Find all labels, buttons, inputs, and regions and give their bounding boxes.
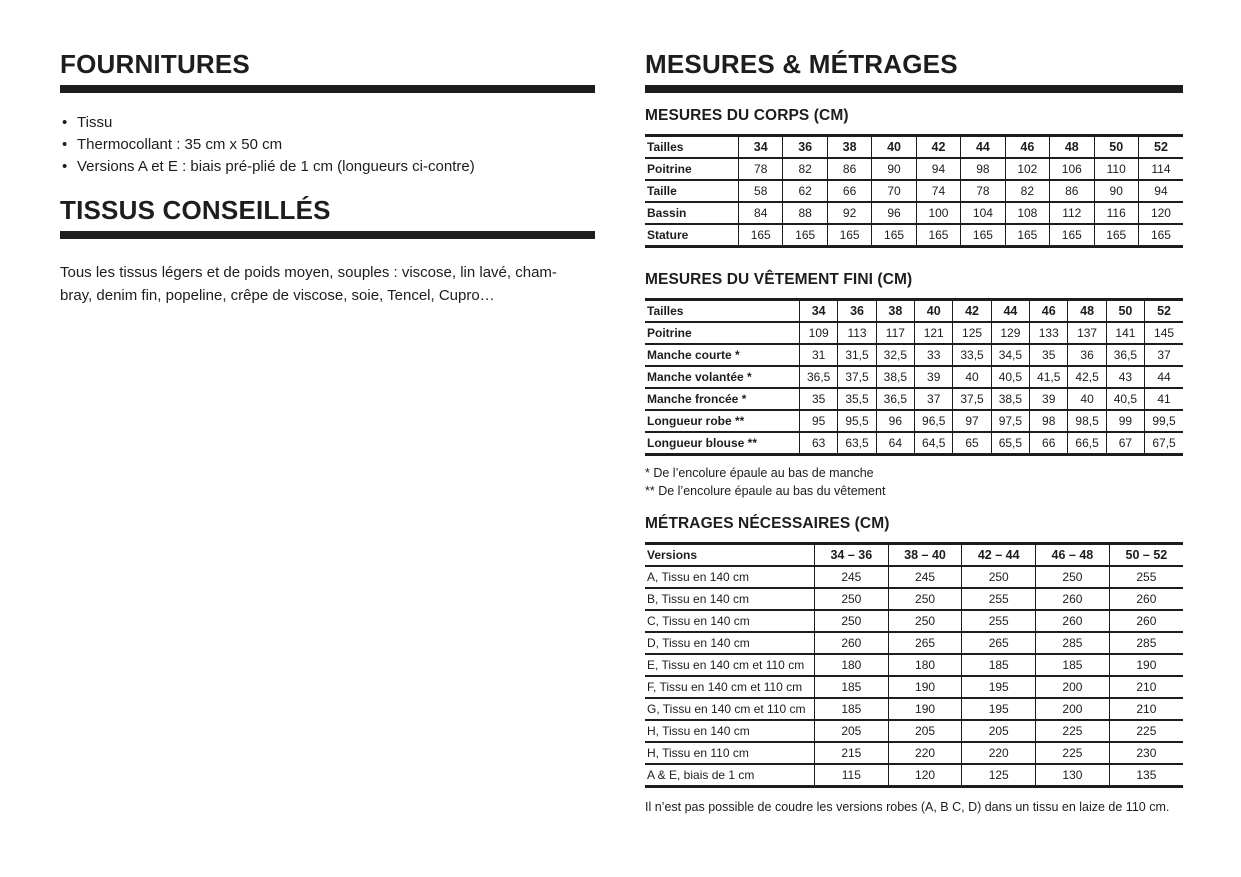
table-cell: 97,5 [991, 410, 1029, 432]
table-cell: 260 [1036, 588, 1110, 610]
table-column-header: 40 [872, 136, 916, 159]
table-cell: 260 [815, 632, 889, 654]
fabric-width-note: Il n’est pas possible de coudre les versions robes (A, B C, D) dans un tissu en laize de 110 cm. [645, 800, 1170, 814]
supplies-item-biais: • Versions A et E : biais pré-plié de 1 cm (longueurs ci-contre) [60, 156, 595, 178]
table-column-header: 52 [1138, 136, 1183, 159]
table-cell: 66 [827, 180, 871, 202]
table-cell: 39 [915, 366, 953, 388]
table-cell: 78 [739, 158, 783, 180]
table-cell: 190 [888, 698, 962, 720]
table-row [645, 610, 1183, 632]
table-row-label: Manche froncée * [645, 388, 800, 410]
table-row-label: H, Tissu en 110 cm [645, 742, 815, 764]
table-cell: 200 [1036, 698, 1110, 720]
subheading-mesures-vetement-fini: MESURES DU VÊTEMENT FINI (CM) [645, 271, 913, 288]
table-cell: 109 [800, 322, 838, 344]
table-cell: 120 [888, 764, 962, 787]
yardage-table [645, 542, 1183, 788]
table-row [645, 654, 1183, 676]
table-cell: 88 [783, 202, 827, 224]
table-cell: 82 [1005, 180, 1049, 202]
table-cell: 86 [827, 158, 871, 180]
table-row-label: Longueur blouse ** [645, 432, 800, 455]
table-cell: 135 [1109, 764, 1183, 787]
table-cell: 250 [815, 610, 889, 632]
table-cell: 63,5 [838, 432, 876, 455]
table-row [645, 180, 1183, 202]
title-rule [60, 85, 595, 93]
table-cell: 130 [1036, 764, 1110, 787]
table-column-header: 36 [838, 300, 876, 323]
footnote-vetement: ** De l’encolure épaule au bas du vêtement [645, 484, 886, 498]
table-cell: 96 [872, 202, 916, 224]
table-cell: 36 [1068, 344, 1106, 366]
table-cell: 200 [1036, 676, 1110, 698]
table-cell: 116 [1094, 202, 1138, 224]
table-cell: 38,5 [991, 388, 1029, 410]
table-corner-label: Tailles [645, 136, 739, 159]
table-cell: 42,5 [1068, 366, 1106, 388]
table-cell: 114 [1138, 158, 1183, 180]
table-row [645, 322, 1183, 344]
table-cell: 86 [1050, 180, 1094, 202]
table-cell: 40 [1068, 388, 1106, 410]
table-row-label: Stature [645, 224, 739, 247]
table-row-label: Poitrine [645, 322, 800, 344]
table-cell: 100 [916, 202, 960, 224]
table-cell: 108 [1005, 202, 1049, 224]
table-column-header: 48 [1068, 300, 1106, 323]
table-cell: 66,5 [1068, 432, 1106, 455]
table-cell: 98 [961, 158, 1005, 180]
table-column-header: 50 [1106, 300, 1144, 323]
table-cell: 245 [815, 566, 889, 588]
table-cell: 38,5 [876, 366, 914, 388]
table-cell: 205 [962, 720, 1036, 742]
table-column-header: 50 – 52 [1109, 544, 1183, 567]
table-cell: 67 [1106, 432, 1144, 455]
table-column-header: 42 [916, 136, 960, 159]
table-cell: 165 [1050, 224, 1094, 247]
table-cell: 250 [888, 610, 962, 632]
table-row-label: B, Tissu en 140 cm [645, 588, 815, 610]
table-cell: 99,5 [1145, 410, 1183, 432]
table-cell: 285 [1109, 632, 1183, 654]
supplies-item-thermocollant: • Thermocollant : 35 cm x 50 cm [60, 134, 595, 156]
footnotes [645, 464, 1183, 500]
table-column-header: 38 [876, 300, 914, 323]
table-cell: 99 [1106, 410, 1144, 432]
table-cell: 195 [962, 676, 1036, 698]
table-column-header: 52 [1145, 300, 1183, 323]
table-column-header: 34 – 36 [815, 544, 889, 567]
table-cell: 95,5 [838, 410, 876, 432]
table-cell: 190 [888, 676, 962, 698]
table-cell: 110 [1094, 158, 1138, 180]
table-cell: 205 [888, 720, 962, 742]
table-cell: 220 [962, 742, 1036, 764]
table-cell: 255 [962, 610, 1036, 632]
table-row-label: Manche courte * [645, 344, 800, 366]
table-cell: 185 [962, 654, 1036, 676]
right-column [645, 49, 1183, 815]
table-cell: 96 [876, 410, 914, 432]
table-header-row [645, 544, 1183, 567]
table-cell: 102 [1005, 158, 1049, 180]
table-cell: 137 [1068, 322, 1106, 344]
table-cell: 74 [916, 180, 960, 202]
table-cell: 133 [1030, 322, 1068, 344]
table-cell: 37 [1145, 344, 1183, 366]
table-cell: 210 [1109, 676, 1183, 698]
table-cell: 205 [815, 720, 889, 742]
table-cell: 84 [739, 202, 783, 224]
table-header-row [645, 300, 1183, 323]
table-cell: 185 [1036, 654, 1110, 676]
table-cell: 225 [1036, 720, 1110, 742]
table-cell: 260 [1036, 610, 1110, 632]
table-cell: 165 [916, 224, 960, 247]
table-column-header: 40 [915, 300, 953, 323]
table-cell: 90 [872, 158, 916, 180]
table-row [645, 224, 1183, 247]
title-rule [60, 231, 595, 239]
footnote-manche: * De l’encolure épaule au bas de manche [645, 466, 874, 480]
table-row-label: Manche volantée * [645, 366, 800, 388]
table-column-header: 34 [739, 136, 783, 159]
table-row-label: C, Tissu en 140 cm [645, 610, 815, 632]
table-cell: 64,5 [915, 432, 953, 455]
table-cell: 250 [888, 588, 962, 610]
table-cell: 40,5 [991, 366, 1029, 388]
table-cell: 78 [961, 180, 1005, 202]
recommended-fabrics-paragraph [60, 261, 595, 307]
table-column-header: 50 [1094, 136, 1138, 159]
table-cell: 165 [1094, 224, 1138, 247]
supplies-list [60, 112, 595, 178]
finished-garment-table [645, 298, 1183, 456]
section-title-mesures-metrages: MESURES & MÉTRAGES [645, 49, 958, 79]
table-cell: 95 [800, 410, 838, 432]
table-cell: 40,5 [1106, 388, 1144, 410]
table-row-label: Taille [645, 180, 739, 202]
supplies-item-tissu: • Tissu [60, 112, 595, 134]
table-cell: 265 [962, 632, 1036, 654]
table-cell: 145 [1145, 322, 1183, 344]
table-cell: 125 [953, 322, 991, 344]
table-corner-label: Versions [645, 544, 815, 567]
title-rule [645, 85, 1183, 93]
table-cell: 180 [888, 654, 962, 676]
table-cell: 63 [800, 432, 838, 455]
table-column-header: 36 [783, 136, 827, 159]
table-cell: 37,5 [953, 388, 991, 410]
table-cell: 195 [962, 698, 1036, 720]
table-cell: 70 [872, 180, 916, 202]
table-cell: 215 [815, 742, 889, 764]
table-cell: 121 [915, 322, 953, 344]
table-row-label: G, Tissu en 140 cm et 110 cm [645, 698, 815, 720]
table-row-label: Bassin [645, 202, 739, 224]
table-cell: 37,5 [838, 366, 876, 388]
table-column-header: 42 – 44 [962, 544, 1036, 567]
table-cell: 115 [815, 764, 889, 787]
table-cell: 35 [800, 388, 838, 410]
table-column-header: 48 [1050, 136, 1094, 159]
paragraph-line: bray, denim fin, popeline, crêpe de viscose, soie, Tencel, Cupro… [60, 287, 495, 304]
table-cell: 225 [1036, 742, 1110, 764]
table-cell: 33 [915, 344, 953, 366]
table-cell: 33,5 [953, 344, 991, 366]
table-cell: 117 [876, 322, 914, 344]
table-cell: 125 [962, 764, 1036, 787]
table-cell: 94 [916, 158, 960, 180]
table-column-header: 34 [800, 300, 838, 323]
table-cell: 165 [961, 224, 1005, 247]
table-cell: 141 [1106, 322, 1144, 344]
left-column [60, 49, 595, 307]
table-column-header: 44 [991, 300, 1029, 323]
table-row [645, 344, 1183, 366]
table-cell: 265 [888, 632, 962, 654]
table-cell: 98 [1030, 410, 1068, 432]
table-cell: 36,5 [800, 366, 838, 388]
table-row [645, 158, 1183, 180]
table-row [645, 366, 1183, 388]
table-cell: 120 [1138, 202, 1183, 224]
table-cell: 190 [1109, 654, 1183, 676]
table-cell: 39 [1030, 388, 1068, 410]
table-column-header: 38 [827, 136, 871, 159]
table-cell: 31 [800, 344, 838, 366]
table-row-label: Longueur robe ** [645, 410, 800, 432]
table-row-label: E, Tissu en 140 cm et 110 cm [645, 654, 815, 676]
table-column-header: 44 [961, 136, 1005, 159]
table-column-header: 42 [953, 300, 991, 323]
table-row [645, 410, 1183, 432]
body-measurements-table [645, 134, 1183, 248]
table-row [645, 676, 1183, 698]
table-cell: 40 [953, 366, 991, 388]
table-cell: 36,5 [1106, 344, 1144, 366]
table-cell: 250 [962, 566, 1036, 588]
table-row-label: D, Tissu en 140 cm [645, 632, 815, 654]
table-cell: 31,5 [838, 344, 876, 366]
table-column-header: 38 – 40 [888, 544, 962, 567]
table-cell: 98,5 [1068, 410, 1106, 432]
table-cell: 32,5 [876, 344, 914, 366]
table-cell: 245 [888, 566, 962, 588]
table-column-header: 46 – 48 [1036, 544, 1110, 567]
section-title-fournitures: FOURNITURES [60, 49, 250, 79]
table-row-label: A, Tissu en 140 cm [645, 566, 815, 588]
table-cell: 185 [815, 676, 889, 698]
table-column-header: 46 [1030, 300, 1068, 323]
table-cell: 255 [1109, 566, 1183, 588]
table-row [645, 202, 1183, 224]
table-cell: 41,5 [1030, 366, 1068, 388]
table-cell: 97 [953, 410, 991, 432]
table-cell: 165 [1138, 224, 1183, 247]
table-row [645, 432, 1183, 455]
tissus-conseilles-section [60, 195, 595, 307]
table-row-label: F, Tissu en 140 cm et 110 cm [645, 676, 815, 698]
table-cell: 37 [915, 388, 953, 410]
table-row [645, 388, 1183, 410]
table-cell: 66 [1030, 432, 1068, 455]
table-row-label: H, Tissu en 140 cm [645, 720, 815, 742]
table-cell: 44 [1145, 366, 1183, 388]
table-cell: 165 [872, 224, 916, 247]
table-row [645, 632, 1183, 654]
table-header-row [645, 136, 1183, 159]
table-cell: 260 [1109, 588, 1183, 610]
table-cell: 92 [827, 202, 871, 224]
table-cell: 285 [1036, 632, 1110, 654]
table-row [645, 764, 1183, 787]
table-row-label: Poitrine [645, 158, 739, 180]
table-cell: 65,5 [991, 432, 1029, 455]
table-cell: 113 [838, 322, 876, 344]
table-cell: 230 [1109, 742, 1183, 764]
table-cell: 165 [739, 224, 783, 247]
table-cell: 67,5 [1145, 432, 1183, 455]
paragraph-line: Tous les tissus légers et de poids moyen, souples : viscose, lin lavé, cham- [60, 264, 557, 281]
section-title-tissus: TISSUS CONSEILLÉS [60, 195, 331, 225]
table-cell: 96,5 [915, 410, 953, 432]
subheading-mesures-du-corps: MESURES DU CORPS (CM) [645, 107, 849, 124]
table-row [645, 698, 1183, 720]
table-row [645, 588, 1183, 610]
table-column-header: 46 [1005, 136, 1049, 159]
table-cell: 180 [815, 654, 889, 676]
table-cell: 225 [1109, 720, 1183, 742]
table-cell: 35,5 [838, 388, 876, 410]
table-row [645, 566, 1183, 588]
table-row [645, 720, 1183, 742]
table-cell: 43 [1106, 366, 1144, 388]
table-cell: 41 [1145, 388, 1183, 410]
table-cell: 260 [1109, 610, 1183, 632]
table-cell: 220 [888, 742, 962, 764]
table-row-label: A & E, biais de 1 cm [645, 764, 815, 787]
table-corner-label: Tailles [645, 300, 800, 323]
table-cell: 106 [1050, 158, 1094, 180]
table-cell: 165 [827, 224, 871, 247]
table-cell: 94 [1138, 180, 1183, 202]
table-cell: 34,5 [991, 344, 1029, 366]
subheading-metrages-necessaires: MÉTRAGES NÉCESSAIRES (CM) [645, 515, 890, 532]
table-cell: 82 [783, 158, 827, 180]
table-cell: 64 [876, 432, 914, 455]
table-cell: 58 [739, 180, 783, 202]
table-cell: 250 [815, 588, 889, 610]
table-row [645, 742, 1183, 764]
table-cell: 210 [1109, 698, 1183, 720]
table-cell: 255 [962, 588, 1036, 610]
table-cell: 129 [991, 322, 1029, 344]
table-cell: 165 [1005, 224, 1049, 247]
fournitures-section [60, 49, 595, 178]
table-cell: 112 [1050, 202, 1094, 224]
table-cell: 35 [1030, 344, 1068, 366]
table-cell: 165 [783, 224, 827, 247]
table-cell: 62 [783, 180, 827, 202]
table-cell: 104 [961, 202, 1005, 224]
table-cell: 185 [815, 698, 889, 720]
table-cell: 250 [1036, 566, 1110, 588]
table-cell: 36,5 [876, 388, 914, 410]
table-cell: 90 [1094, 180, 1138, 202]
table-cell: 65 [953, 432, 991, 455]
